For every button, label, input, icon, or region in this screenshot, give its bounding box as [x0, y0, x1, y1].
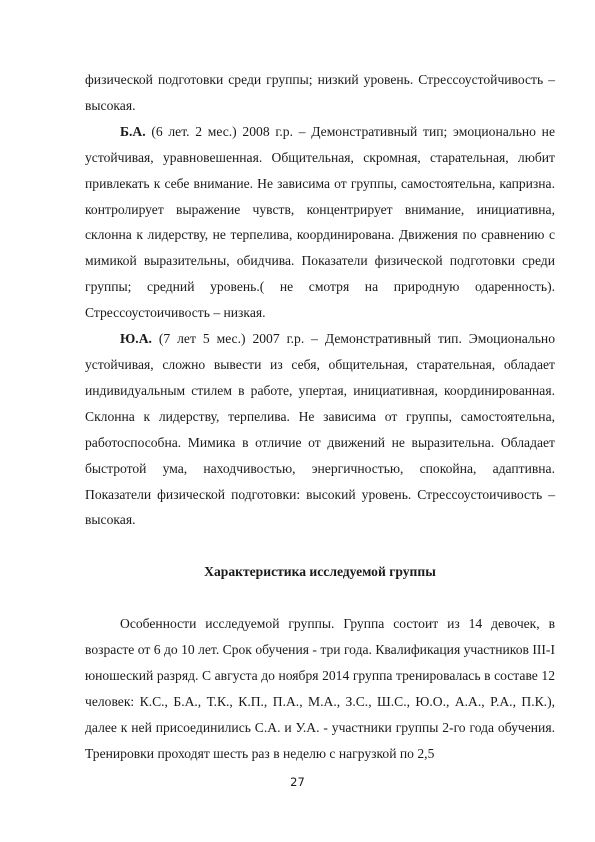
subject-name-yua: Ю.А.: [120, 331, 152, 347]
page-body: [85, 67, 555, 766]
paragraph-ba: [85, 119, 555, 326]
section-heading: Характеристика исследуемой группы: [204, 564, 436, 580]
subject-name-ba: Б.А.: [120, 123, 146, 139]
subject-description-yua: (7 лет 5 мес.) 2007 г.р. – Демонстративный тип. Эмоционально устойчивая, сложно вывести из себя, общительная, старательная, обладает индивидуальным стилем в работе, упертая, инициативная, координированная. Склонна к лидерству, терпелива. Не зависима от группы, самостоятельна, работоспособна. Мимика в отличие от движений не выразительна. Обладает быстротой ума, находчивостью, энергичностью, спокойна, адаптивна. Показатели физической подготовки: высокий уровень. Стрессоустоичивость – высокая.: [85, 331, 555, 528]
paragraph-group: Особенности исследуемой группы. Группа состоит из 14 девочек, в возрасте от 6 до 10 лет. Срок обучения - три года. Квалификация участников III-I юношеский разряд. С августа до ноября 2014 группа тренировалась в составе 12 человек: К.С., Б.А., Т.К., К.П., П.А., М.А., З.С., Ш.С., Ю.О., А.А., Р.А., П.К.), далее к ней присоединились С.А. и У.А. - участники группы 2-го года обучения. Тренировки проходят шесть раз в неделю с нагрузкой по 2,5: [85, 616, 555, 761]
page-number: 27: [290, 775, 305, 789]
paragraph-yua: [85, 326, 555, 533]
paragraph-continuation: физической подготовки среди группы; низкий уровень. Стрессоустойчивость – высокая.: [85, 72, 555, 113]
subject-description-ba: (6 лет. 2 мес.) 2008 г.р. – Демонстративный тип; эмоционально не устойчивая, уравновешенная. Общительная, скромная, старательная, любит привлекать к себе внимание. Не зависима от группы, самостоятельна, капризна. контролирует выражение чувств, концентрирует внимание, инициативна, склонна к лидерству, не терпелива, координирована. Движения по сравнению с мимикой выразительны, обидчива. Показатели физической подготовки среди группы; средний уровень.( не смотря на природную одаренность). Стрессоустоичивость – низкая.: [85, 123, 555, 321]
